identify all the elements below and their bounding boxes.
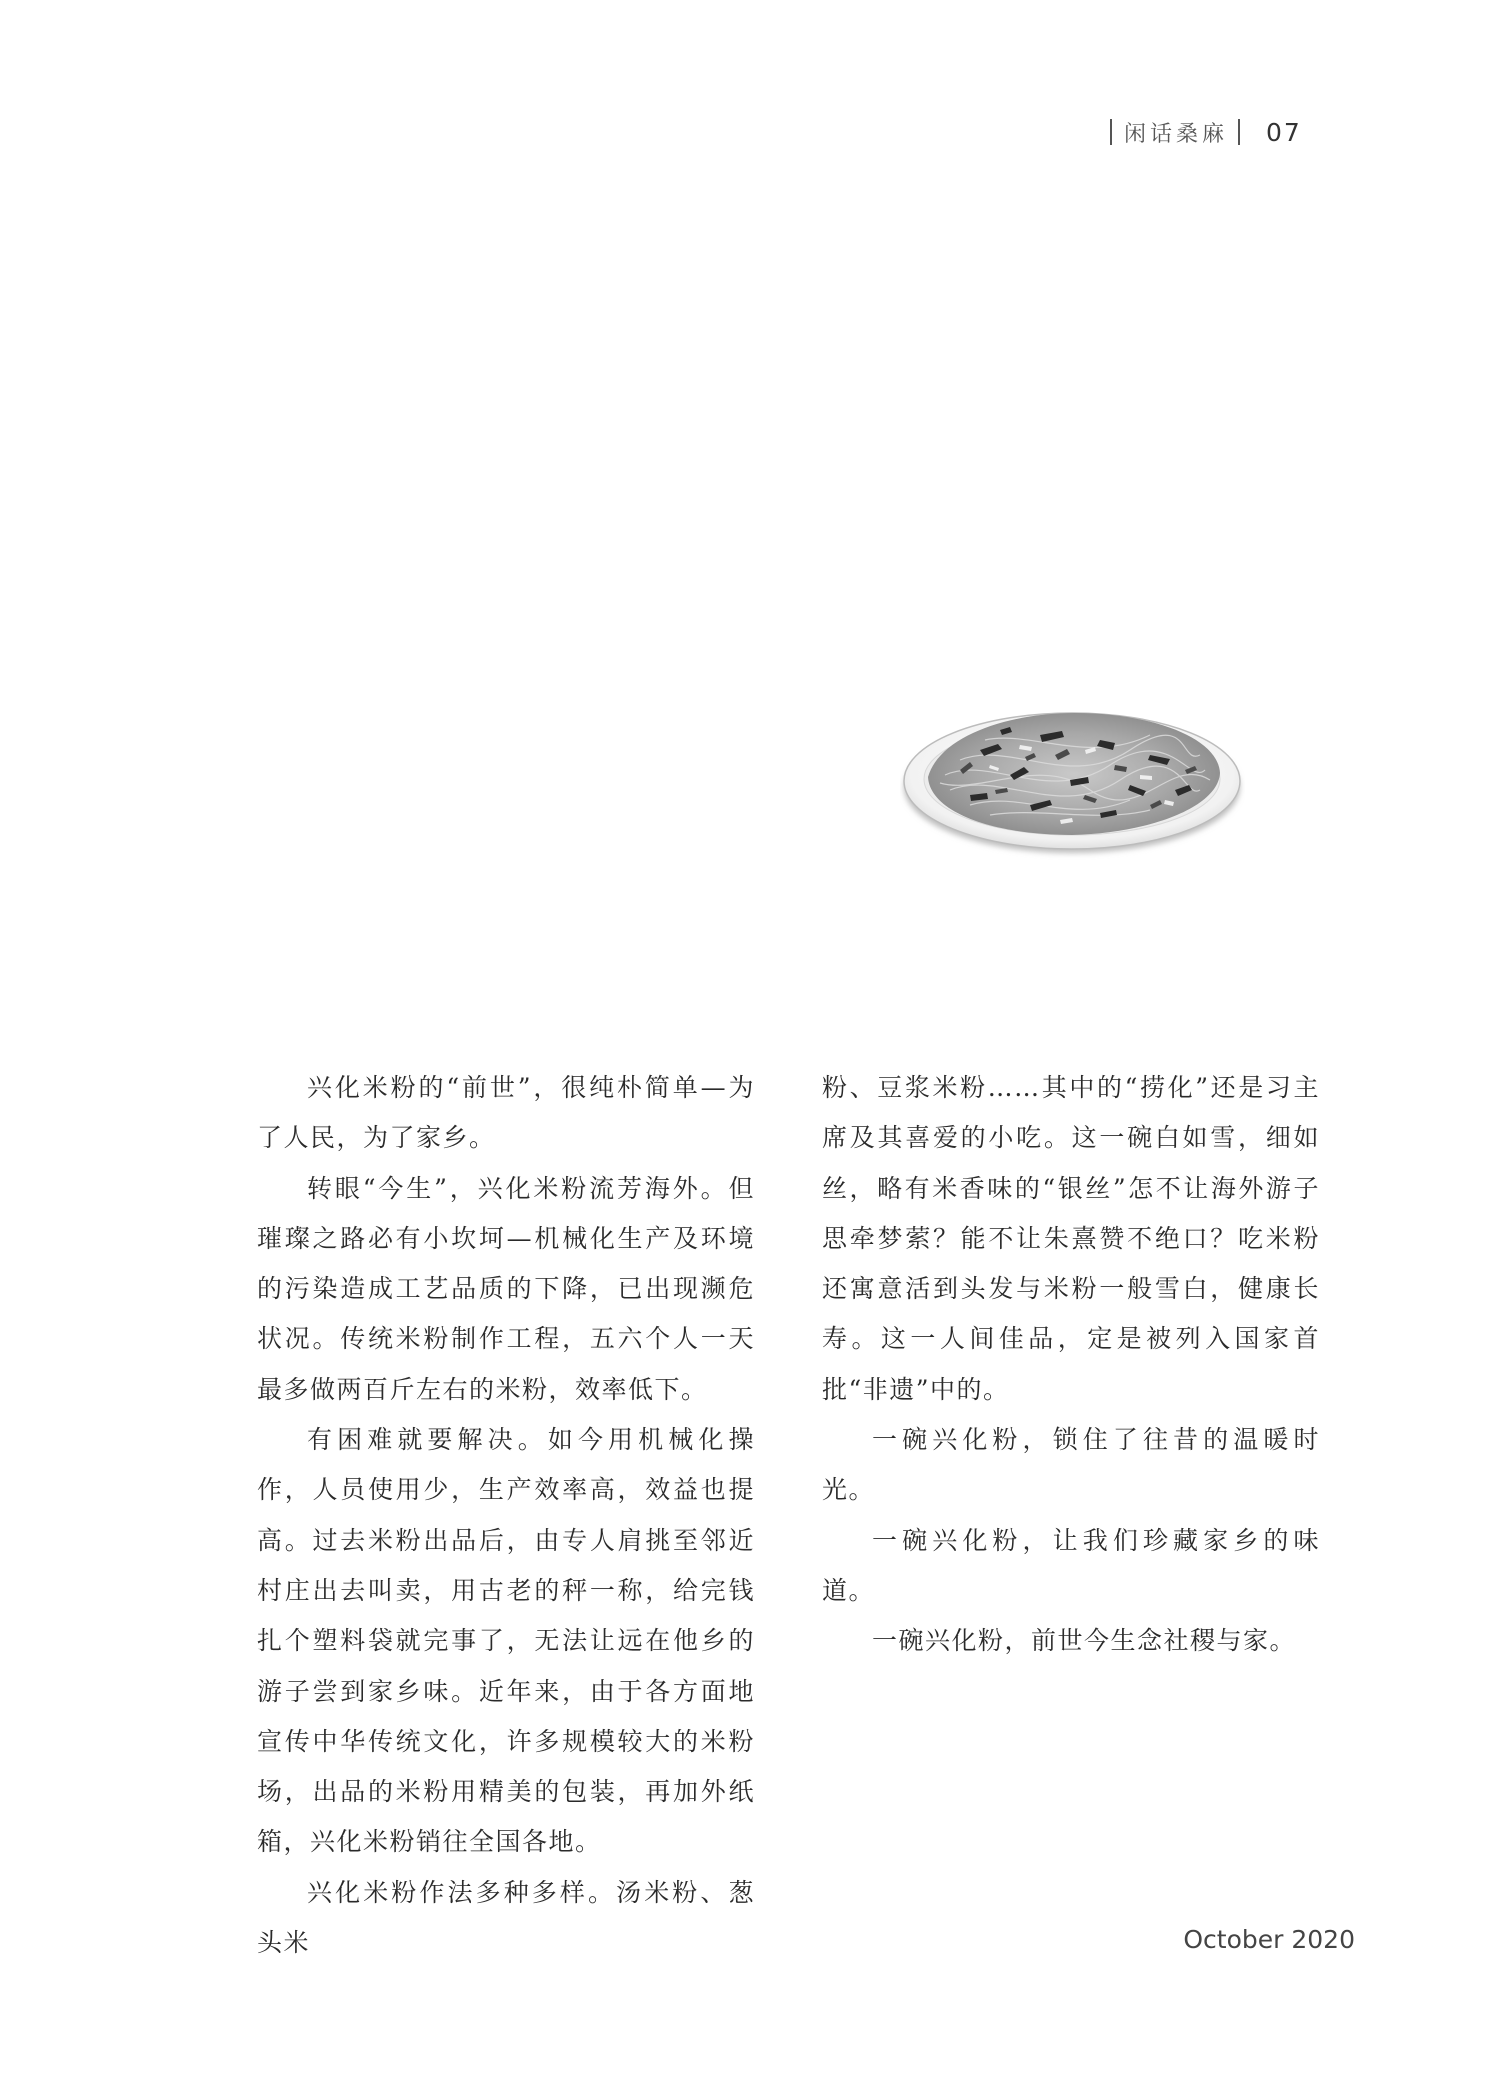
paragraph: 一碗兴化粉，前世今生念社稷与家。 (872, 1626, 1297, 1656)
paragraph: 有困难就要解决。如今用机械化操作，人员使用少，生产效率高，效益也提高。过去米粉出品后，由专人肩挑至邻近村庄出去叫卖，用古老的秤一称，给完钱扎个塑料袋就完事了，无法让远在他乡的游子尝到家乡味。近年来，由于各方面地宣传中华传统文化，许多规模较大的米粉场，出品的米粉用精美的包装，再加外纸箱，兴化米粉销往全国各地。 (257, 1425, 755, 1857)
section-title: 闲话桑麻 (1124, 121, 1229, 147)
paragraph-continuation: 粉、豆浆米粉……其中的“捞化”还是习主席及其喜爱的小吃。这一碗白如雪，细如丝，略有米香味的“银丝”怎不让海外游子思牵梦萦？能不让朱熹赞不绝口？吃米粉还寓意活到头发与米粉一般雪白，健康长寿。这一人间佳品，定是被列入国家首批“非遗”中的。 (822, 1073, 1320, 1404)
running-header (1110, 112, 1350, 152)
header-divider-left (1110, 119, 1112, 145)
article-right-column (822, 1063, 1320, 1667)
rice-noodle-plate-photo (900, 695, 1245, 860)
page-number: 07 (1266, 117, 1302, 147)
paragraph: 一碗兴化粉，锁住了往昔的温暖时光。 (822, 1425, 1320, 1505)
article-left-column (257, 1063, 755, 1968)
issue-date: October 2020 (1183, 1925, 1355, 1954)
paragraph: 转眼“今生”，兴化米粉流芳海外。但璀璨之路必有小坎坷—机械化生产及环境的污染造成工艺品质的下降，已出现濒危状况。传统米粉制作工程，五六个人一天最多做两百斤左右的米粉，效率低下。 (257, 1173, 755, 1404)
paragraph: 兴化米粉的“前世”，很纯朴简单—为了人民，为了家乡。 (257, 1073, 755, 1153)
header-divider-right (1238, 119, 1240, 145)
paragraph: 兴化米粉作法多种多样。汤米粉、葱头米 (257, 1877, 755, 1958)
paragraph: 一碗兴化粉，让我们珍藏家乡的味道。 (822, 1525, 1320, 1605)
